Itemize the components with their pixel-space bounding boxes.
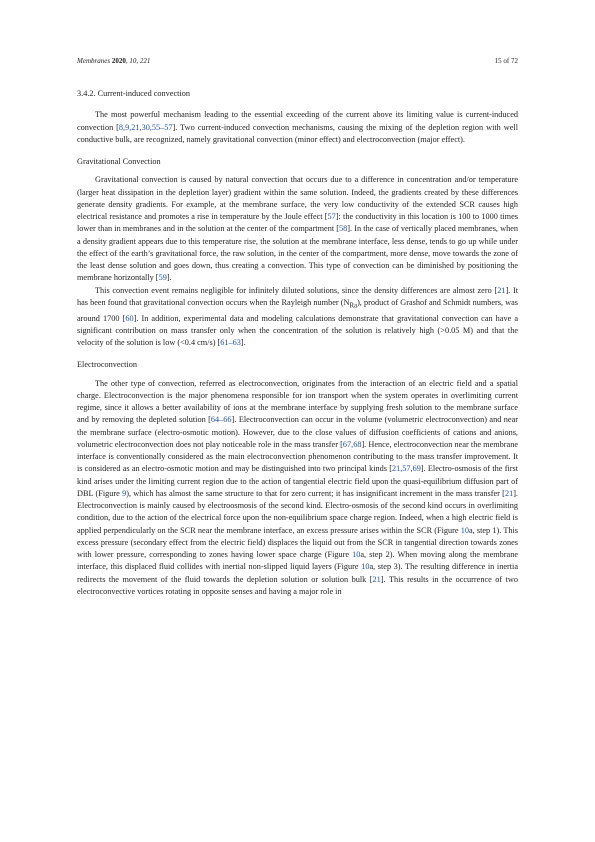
citation-link[interactable]: 21 [372, 574, 381, 584]
citation-link[interactable]: 59 [158, 273, 167, 283]
citation-link[interactable]: 60 [125, 313, 134, 323]
paragraph: The most powerful mechanism leading to the essential exceeding of the current above its limiting value is current-induced convection [8,9,21,30,55–57]. Two current-induced convection mechanisms, causing the mixing of the depletion region with well conductive bulk, are recognized, namely gravitational convection (minor effect) and electroconvection (major effect). [77, 110, 518, 144]
citation-link[interactable]: 21,57,69 [391, 464, 421, 474]
journal-reference [77, 57, 150, 65]
citation-link[interactable]: 8,9,21,30,55–57 [118, 122, 173, 132]
paragraph: Gravitational convection is caused by natural convection that occurs due to a difference in concentration and/or temperature (larger heat dissipation in the depletion layer) gradient within the same solution. Indeed, the gradients created by these differences generate density gradients. For example, at the membrane surface, the very low conductivity of the extended SCR causes high electrical resistance and promotes a rise in temperature by the Joule effect [57]: the conductivity in this location is 100 to 1000 times lower than in membranes and in the solution at the center of the compartment [58]. In the case of vertically placed membranes, when a density gradient appears due to this temperature rise, the solution at the membrane interface, less dense, tends to go up while under the effect of the earth’s gravitational force, the raw solution, in the center of the compartment, more dense, move towards the zone of the least dense solution and goes down, thus creating a convection. This type of convection can be diminished by positioning the membrane horizontally [59]. [77, 175, 518, 283]
citation-link[interactable]: 67,68 [342, 439, 362, 449]
subsection-heading: Gravitational Convection [77, 157, 161, 166]
citation-link[interactable]: 21 [497, 285, 506, 295]
journal-name: Membranes [77, 57, 111, 65]
article-body [77, 88, 518, 598]
page-header [77, 57, 518, 69]
subscript: Ra [349, 302, 358, 310]
citation-link[interactable]: 58 [339, 224, 348, 234]
section-heading: 3.4.2. Current-induced convection [77, 89, 190, 98]
citation-link[interactable]: 21 [504, 488, 514, 498]
citation-link[interactable]: 57 [327, 212, 336, 221]
paragraph: This convection event remains negligible for infinitely diluted solutions, since the density differences are almost zero [21]. It has been found that gravitational convection occurs when the Rayleigh number $(N_{Ra})$, product of Grashof and Schmidt numbers, was around 1700 [60]. In addition, experimental data and modeling calculations demonstrate that gravitational convection can have a significant contribution on mass transfer only when the concentration of the solution is relatively high (>0.05 M) and that the velocity of the solution is low (<0.4 cm/s) [61–63]. [77, 285, 518, 348]
subsection-heading: Electroconvection [77, 360, 138, 370]
journal-volume-page: , 10, 221 [125, 57, 151, 65]
journal-year: 2020 [111, 57, 126, 65]
paragraph: The other type of convection, referred as electroconvection, originates from the interaction of an electric field and a spatial charge. Electroconvection is the major phenomena responsible for ion transport when the system operates in overlimiting current regime, since it allows a better availability of ions at the membrane interface by supplying fresh solution to the membrane surface and by removing the depleted solution [64–66]. Electroconvection can occur in the volume (volumetric electroconvection) and near the membrane surface (electro-osmotic motion). However, due to the close values of diffusion coefficients of cations and anions, volumetric electroconvection does not play noticeable role in the mass transfer [67,68]. Hence, electroconvection near the membrane interface is conventionally considered as the main electroconvection phenomenon contributing to the mass transfer improvement. It is considered as an electro-osmotic motion and may be distinguished into two principal kinds [21,57,69]. Electro-osmosis of the first kind arises under the limiting current region due to the action of tangential electric field upon the quasi-equilibrium diffusion part of DBL (Figure 9), which has almost the same structure to that for zero current; it has insignificant increment in the mass transfer [21]. Electroconvection is mainly caused by electroosmosis of the second kind. Electro-osmosis of the second kind occurs in overlimiting condition, due to the action of the electrical force upon the non-equilibrium space charge region. Indeed, when a high electric field is applied perpendicularly on the SCR near the membrane interface, an excess pressure arises within the SCR (Figure 10a, step 1). This excess pressure (secondary effect from the electric field) displaces the liquid out from the SCR in tangential direction towards zones with lower pressure, corresponding to zones having lower space charge (Figure 10a, step 2). When moving along the membrane interface, this displaced fluid collides with inertial non-slipped liquid layers (Figure 10a, step 3). The resulting difference in inertia redirects the movement of the fluid towards the depletion solution or solution bulk [21]. This results in the occurrence of two electroconvective vortices rotating in opposite senses and having a major role in [77, 378, 518, 596]
citation-link[interactable]: 10 [352, 550, 361, 560]
citation-link[interactable]: 9 [122, 488, 127, 498]
page-number: 15 of 72 [494, 57, 518, 65]
citation-link[interactable]: 10 [361, 562, 370, 572]
citation-link[interactable]: 64–66 [210, 415, 232, 425]
citation-link[interactable]: 61–63 [220, 338, 241, 348]
citation-link[interactable]: 10 [460, 525, 469, 535]
